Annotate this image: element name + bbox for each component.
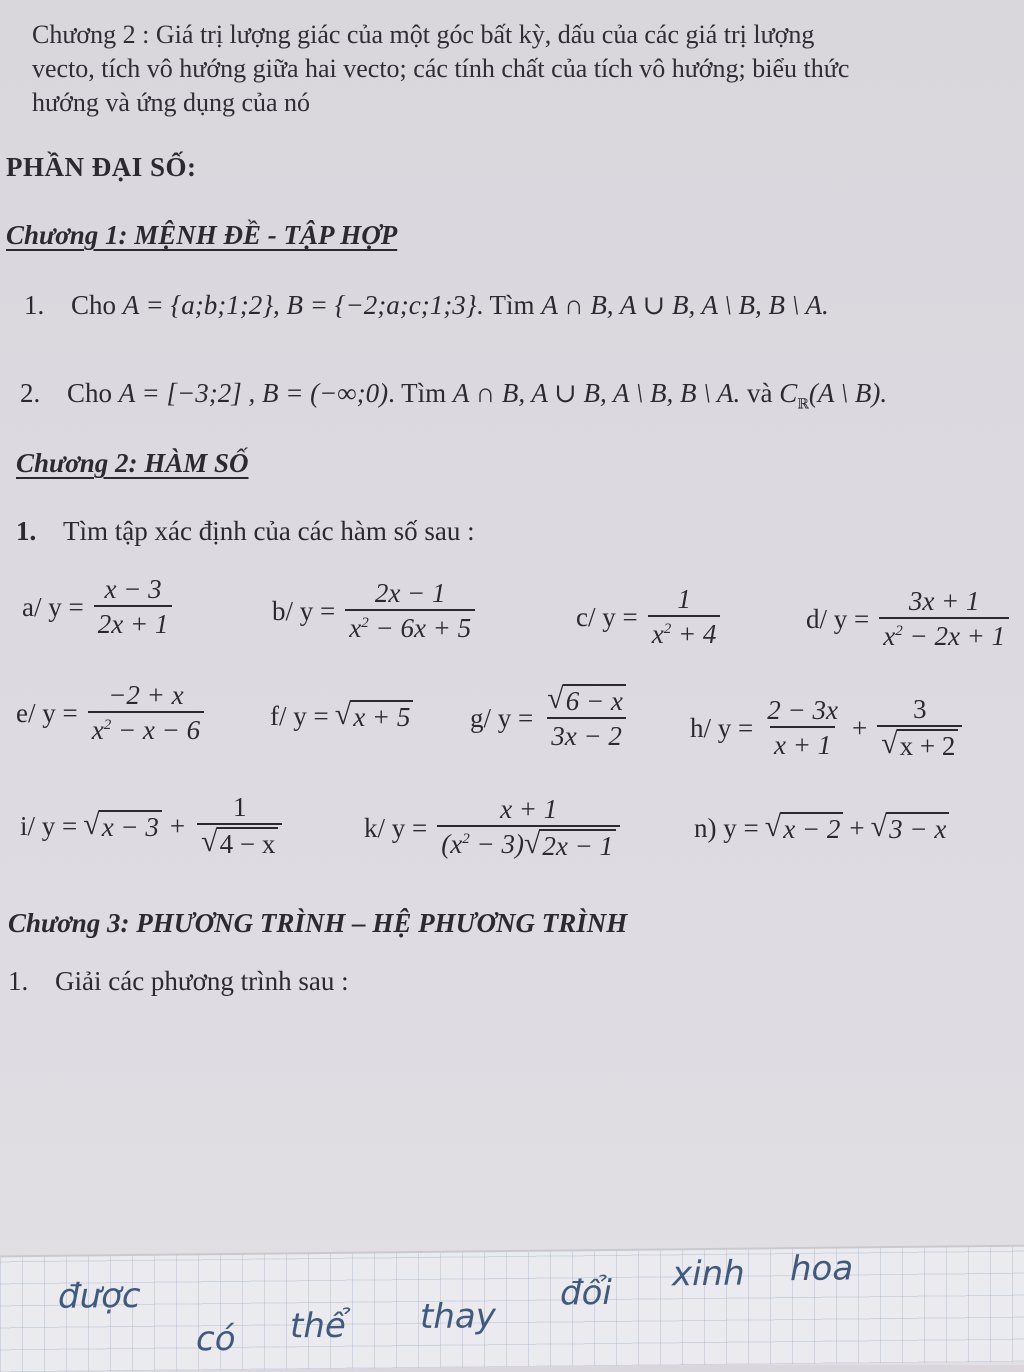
function-f: [270, 700, 413, 733]
set-definition: A = [−3;2] , B = (−∞;0): [118, 378, 389, 408]
handwritten-word: được: [58, 1275, 141, 1317]
numerator: −2 + x: [108, 680, 184, 710]
handwritten-word: có: [196, 1318, 236, 1360]
chapter3-title: Chương 3: PHƯƠNG TRÌNH – HỆ PHƯƠNG TRÌNH: [8, 908, 628, 938]
function-a: [22, 574, 176, 640]
function-k: [364, 794, 624, 862]
notebook-paper: [0, 1245, 1024, 1372]
intro-paragraph: [32, 18, 849, 120]
question-number: 1.: [16, 516, 37, 546]
plus-sign: +: [849, 813, 865, 843]
handwritten-word: xinh: [672, 1253, 745, 1295]
complement-subscript: ℝ: [797, 397, 809, 413]
question-number: 1.: [8, 966, 29, 996]
function-n: [694, 812, 949, 845]
numerator: √ 6 − x: [543, 684, 630, 717]
numerator: 1: [677, 584, 691, 614]
function-label: h/ y =: [690, 712, 754, 743]
chapter3-question-1: [8, 966, 349, 997]
intro-line: vecto, tích vô hướng giữa hai vecto; các tính chất của tích vô hướng; biểu thức: [32, 54, 850, 83]
denominator: $(x^2 - 3)$ √ 2x − 1: [437, 825, 620, 862]
function-label: f/ y =: [270, 701, 329, 731]
set-definition: A = {a;b;1;2}, B = {−2;a;c;1;3}: [122, 290, 477, 320]
question-text: Tìm tập xác định của các hàm số sau :: [63, 516, 475, 546]
part-title: PHẦN ĐẠI SỐ:: [6, 152, 197, 182]
numerator: 2x − 1: [374, 578, 446, 608]
complement-argument: (A \ B).: [808, 378, 888, 408]
square-root: √ 3 − x: [871, 812, 950, 845]
denominator: $x^2 - x - 6$: [88, 711, 204, 746]
function-g: [470, 684, 634, 752]
function-label: e/ y =: [16, 697, 78, 728]
numerator: 2 − 3x: [767, 695, 838, 725]
chapter1-question-2: [20, 378, 887, 413]
plus-sign: +: [169, 810, 186, 841]
intro-line: Chương 2 : Giá trị lượng giác của một góc bất kỳ, dấu của các giá trị lượng: [32, 20, 815, 49]
function-label: d/ y =: [806, 603, 870, 634]
set-operations: A ∩ B, A ∪ B, A \ B, B \ A.: [452, 378, 741, 408]
denominator: √ 4 − x: [197, 823, 282, 860]
square-root: √ x − 2: [765, 812, 844, 845]
denominator: $x^2 - 2x + 1$: [879, 617, 1009, 652]
denominator: $x^2 + 4$: [648, 615, 721, 650]
handwritten-word: đổi: [560, 1272, 612, 1314]
question-text: Giải các phương trình sau :: [55, 966, 349, 996]
intro-line: hướng và ứng dụng của nó: [32, 88, 311, 117]
handwritten-word: thay: [420, 1296, 496, 1337]
function-label: c/ y =: [576, 601, 638, 632]
handwritten-word: thể: [290, 1305, 346, 1347]
numerator: 1: [233, 792, 247, 822]
chapter2-title: Chương 2: HÀM SỐ: [16, 448, 249, 478]
function-h: [690, 694, 966, 762]
complement-symbol: C: [779, 378, 798, 408]
denominator: √ x + 2: [877, 725, 962, 762]
question-text: Cho: [67, 378, 119, 408]
handwritten-word: hoa: [790, 1248, 854, 1290]
numerator: 3x + 1: [908, 586, 980, 616]
function-b: [272, 578, 479, 644]
numerator: x − 3: [104, 574, 162, 604]
numerator: x + 1: [500, 794, 558, 824]
chapter2-question-1: [16, 516, 475, 547]
square-root: √ x − 3: [83, 810, 162, 843]
denominator: 2x + 1: [94, 605, 173, 640]
question-text: . Tìm: [476, 290, 542, 320]
set-operations: A ∩ B, A ∪ B, A \ B, B \ A.: [541, 290, 829, 320]
function-d: [806, 586, 1013, 652]
function-label: a/ y =: [22, 591, 84, 622]
question-text: . Tìm: [388, 378, 453, 408]
denominator: $x^2 - 6x + 5$: [345, 609, 475, 644]
square-root: √ x + 5: [335, 700, 414, 733]
numerator: 3: [913, 694, 927, 724]
function-label: b/ y =: [272, 595, 336, 626]
chapter1-question-1: [24, 290, 829, 321]
denominator: 3x − 2: [547, 717, 626, 752]
question-number: 2.: [20, 378, 41, 408]
function-c: [576, 584, 724, 650]
function-label: k/ y =: [364, 812, 428, 843]
plus-sign: +: [851, 712, 868, 743]
function-label: i/ y =: [20, 810, 78, 841]
question-text: và: [740, 378, 780, 408]
denominator: x + 1: [770, 726, 835, 761]
function-e: [16, 680, 208, 746]
question-text: Cho: [71, 290, 123, 320]
chapter1-title: Chương 1: MỆNH ĐỀ - TẬP HỢP: [6, 220, 398, 250]
function-label: n) y =: [694, 813, 759, 843]
question-number: 1.: [24, 290, 45, 320]
function-i: [20, 792, 286, 860]
function-label: g/ y =: [470, 702, 534, 733]
